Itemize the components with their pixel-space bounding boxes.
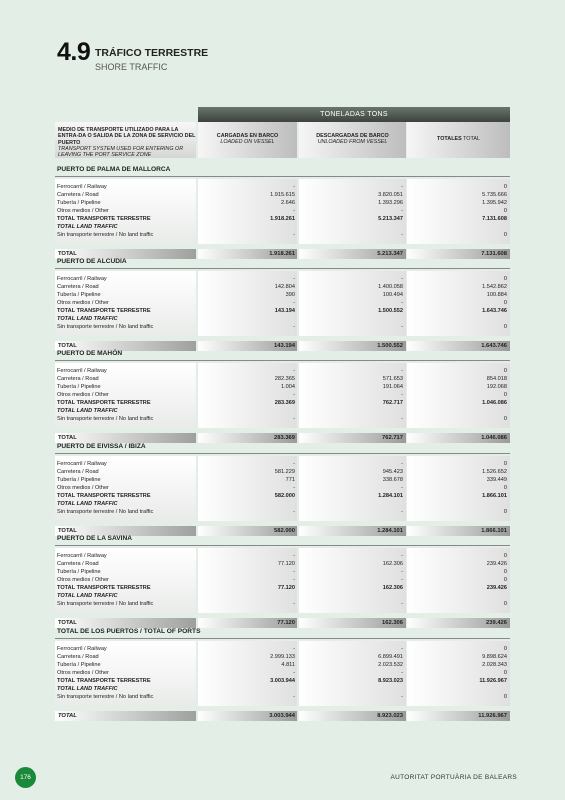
port-data-panel [55, 271, 510, 336]
unloaded-value: - [401, 694, 403, 700]
total-total: 11.926.967 [478, 713, 507, 719]
total-value: 0 [503, 485, 507, 491]
loaded-value: - [293, 392, 295, 398]
table-row [55, 391, 510, 399]
table-row [55, 669, 510, 677]
table-row [55, 231, 510, 239]
row-label: Tubería / Pipeline [57, 292, 101, 298]
port-data-panel [55, 179, 510, 244]
port-data-panel [55, 456, 510, 521]
column-header-transport-en: TRANSPORT SYSTEM USED FOR ENTERING OR LEAVING THE PORT SERVICE ZONE [58, 145, 184, 159]
table-row [55, 199, 510, 207]
unloaded-value: - [401, 646, 403, 652]
tons-label: TONELADAS [320, 111, 366, 118]
table-row [55, 677, 510, 685]
row-label: TOTAL LAND TRAFFIC [57, 408, 118, 414]
total-value: 854.018 [486, 376, 507, 382]
page-number: 176 [15, 767, 36, 788]
unloaded-value: - [401, 324, 403, 330]
total-total: 239.426 [486, 620, 507, 626]
unloaded-value: 191.064 [382, 384, 403, 390]
loaded-value: - [293, 670, 295, 676]
section-number: 4.9 [57, 38, 91, 66]
loaded-value: - [293, 569, 295, 575]
unloaded-value: - [401, 300, 403, 306]
loaded-value: - [293, 461, 295, 467]
row-label: Tubería / Pipeline [57, 477, 101, 483]
column-header-transport [55, 122, 196, 158]
loaded-value: - [293, 416, 295, 422]
divider [55, 360, 510, 361]
row-label: Sin transporte terrestre / No land traffic [57, 509, 154, 515]
unloaded-value: - [401, 208, 403, 214]
table-row [55, 399, 510, 407]
total-unloaded: 8.923.023 [377, 713, 403, 719]
section-title: TRÁFICO TERRESTRE [95, 47, 209, 59]
port-title: PUERTO DE PALMA DE MALLORCA [57, 166, 171, 173]
row-label: TOTAL LAND TRAFFIC [57, 593, 118, 599]
total-value: 0 [503, 509, 507, 515]
loaded-value: - [293, 601, 295, 607]
port-title: PUERTO DE EIVISSA / IBIZA [57, 443, 146, 450]
table-row [55, 568, 510, 576]
table-row [55, 299, 510, 307]
table-row [55, 492, 510, 500]
total-value: 1.395.942 [482, 200, 507, 206]
total-unloaded: 1.284.101 [377, 528, 403, 534]
loaded-value: 2.999.133 [270, 654, 295, 660]
footer-organization: AUTORITAT PORTUÀRIA DE BALEARS [390, 774, 517, 781]
port-data-panel [55, 363, 510, 428]
table-row [55, 500, 510, 508]
row-label: Tubería / Pipeline [57, 200, 101, 206]
loaded-value: 582.000 [274, 493, 295, 499]
row-label: Carretera / Road [57, 192, 99, 198]
row-label: Tubería / Pipeline [57, 569, 101, 575]
total-value: 7.131.608 [482, 216, 507, 222]
divider [55, 268, 510, 269]
row-label: TOTAL LAND TRAFFIC [57, 316, 118, 322]
loaded-value: - [293, 276, 295, 282]
table-row [55, 460, 510, 468]
total-value: 9.898.624 [482, 654, 507, 660]
total-label: TOTAL [58, 251, 77, 257]
row-label: Tubería / Pipeline [57, 384, 101, 390]
row-label: Ferrocarril / Railway [57, 646, 107, 652]
total-unloaded: 5.213.347 [377, 251, 403, 257]
table-row [55, 560, 510, 568]
table-row [55, 415, 510, 423]
row-label: Carretera / Road [57, 654, 99, 660]
table-row [55, 484, 510, 492]
total-value: 0 [503, 208, 507, 214]
port-title: PUERTO DE LA SAVINA [57, 535, 132, 542]
table-row [55, 323, 510, 331]
total-value: 0 [503, 368, 507, 374]
port-total-row [55, 341, 510, 351]
table-row [55, 552, 510, 560]
total-value: 0 [503, 416, 507, 422]
total-total: 1.046.086 [481, 435, 507, 441]
unloaded-value: 338.678 [382, 477, 403, 483]
total-value: 239.426 [486, 585, 507, 591]
unloaded-value: - [401, 392, 403, 398]
unloaded-value: - [401, 601, 403, 607]
table-row [55, 275, 510, 283]
row-label: TOTAL TRANSPORTE TERRESTRE [57, 678, 151, 684]
loaded-value: 143.194 [274, 308, 295, 314]
unloaded-value: - [401, 577, 403, 583]
loaded-value: 77.120 [277, 561, 295, 567]
loaded-value: 283.369 [274, 400, 295, 406]
row-label: Ferrocarril / Railway [57, 368, 107, 374]
unloaded-value: 162.306 [382, 561, 403, 567]
loaded-value: 1.004 [281, 384, 295, 390]
table-row [55, 191, 510, 199]
loaded-value: 77.120 [277, 585, 295, 591]
unloaded-value: - [401, 553, 403, 559]
loaded-value: - [293, 553, 295, 559]
unloaded-value: 6.899.491 [378, 654, 403, 660]
total-label: TOTAL [58, 435, 77, 441]
loaded-value: - [293, 324, 295, 330]
loaded-value: 581.229 [274, 469, 295, 475]
total-value: 1.643.746 [482, 308, 507, 314]
table-row [55, 207, 510, 215]
table-row [55, 645, 510, 653]
table-row [55, 661, 510, 669]
table-row [55, 283, 510, 291]
column-header-total-es: TOTALES [437, 136, 462, 142]
unloaded-value: 762.717 [382, 400, 403, 406]
loaded-value: 1.918.261 [270, 216, 295, 222]
unloaded-value: - [401, 416, 403, 422]
unloaded-value: 1.284.101 [378, 493, 403, 499]
loaded-value: - [293, 577, 295, 583]
total-value: 100.884 [486, 292, 507, 298]
loaded-value: - [293, 694, 295, 700]
row-label: Ferrocarril / Railway [57, 184, 107, 190]
table-row [55, 383, 510, 391]
loaded-value: - [293, 300, 295, 306]
column-header-unloaded-es: DESCARGADAS DE BARCO [316, 133, 389, 139]
table-row [55, 307, 510, 315]
unloaded-value: - [401, 368, 403, 374]
row-label: TOTAL TRANSPORTE TERRESTRE [57, 493, 151, 499]
unloaded-value: 571.653 [382, 376, 403, 382]
tons-label-en: TONS [367, 111, 388, 118]
row-label: TOTAL LAND TRAFFIC [57, 686, 118, 692]
total-value: 2.028.343 [482, 662, 507, 668]
total-total: 1.866.101 [481, 528, 507, 534]
loaded-value: - [293, 208, 295, 214]
row-label: Otros medios / Other [57, 577, 109, 583]
total-value: 1.046.086 [482, 400, 507, 406]
total-value: 11.926.967 [479, 678, 507, 684]
port-data-panel [55, 641, 510, 706]
section-subtitle: SHORE TRAFFIC [95, 62, 168, 72]
row-label: Ferrocarril / Railway [57, 553, 107, 559]
column-header-loaded [198, 122, 297, 158]
unloaded-value: - [401, 461, 403, 467]
total-label: TOTAL [58, 343, 77, 349]
unloaded-value: 3.820.051 [378, 192, 403, 198]
total-unloaded: 162.306 [382, 620, 403, 626]
unloaded-value: - [401, 276, 403, 282]
row-label: TOTAL TRANSPORTE TERRESTRE [57, 308, 151, 314]
table-row [55, 468, 510, 476]
table-row [55, 600, 510, 608]
loaded-value: - [293, 232, 295, 238]
unloaded-value: 100.494 [382, 292, 403, 298]
row-label: TOTAL LAND TRAFFIC [57, 501, 118, 507]
port-total-row [55, 618, 510, 628]
row-label: Sin transporte terrestre / No land traffic [57, 601, 154, 607]
total-label: TOTAL [58, 528, 77, 534]
loaded-value: - [293, 184, 295, 190]
total-value: 1.542.862 [482, 284, 507, 290]
table-row [55, 693, 510, 701]
loaded-value: 390 [285, 292, 295, 298]
loaded-value: 1.915.615 [270, 192, 295, 198]
table-row [55, 367, 510, 375]
unloaded-value: 945.423 [382, 469, 403, 475]
total-loaded: 77.120 [277, 620, 295, 626]
total-label: TOTAL [58, 620, 77, 626]
total-value: 0 [503, 184, 507, 190]
total-value: 0 [503, 694, 507, 700]
table-row [55, 508, 510, 516]
total-unloaded: 762.717 [382, 435, 403, 441]
table-row [55, 215, 510, 223]
row-label: TOTAL TRANSPORTE TERRESTRE [57, 400, 151, 406]
port-title: TOTAL DE LOS PUERTOS / TOTAL OF PORTS [57, 628, 201, 635]
column-header-loaded-es: CARGADAS EN BARCO [216, 133, 279, 139]
row-label: Carretera / Road [57, 284, 99, 290]
port-total-row [55, 433, 510, 443]
unloaded-value: 2.023.532 [378, 662, 403, 668]
total-value: 0 [503, 569, 507, 575]
port-title: PUERTO DE ALCUDIA [57, 258, 127, 265]
column-header-total-en: TOTAL [463, 136, 480, 142]
row-label: Sin transporte terrestre / No land traffic [57, 416, 154, 422]
port-title: PUERTO DE MAHÓN [57, 350, 123, 357]
unloaded-value: 162.306 [382, 585, 403, 591]
port-total-row [55, 711, 510, 721]
total-total: 7.131.608 [481, 251, 507, 257]
total-value: 0 [503, 553, 507, 559]
loaded-value: 282.365 [274, 376, 295, 382]
total-value: 0 [503, 646, 507, 652]
loaded-value: 142.804 [274, 284, 295, 290]
row-label: Otros medios / Other [57, 300, 109, 306]
row-label: Carretera / Road [57, 376, 99, 382]
column-header-transport-es: MEDIO DE TRANSPORTE UTILIZADO PARA LA ENTRA-DA O SALIDA DE LA ZONA DE SERVICIO DEL PUERTO [58, 127, 196, 146]
column-header-total [407, 122, 510, 158]
row-label: Otros medios / Other [57, 670, 109, 676]
unloaded-value: - [401, 670, 403, 676]
row-label: Sin transporte terrestre / No land traffic [57, 232, 154, 238]
unloaded-value: - [401, 232, 403, 238]
column-header-unloaded-en: UNLOADED FROM VESSEL [317, 139, 388, 146]
unloaded-value: 1.393.296 [378, 200, 403, 206]
column-header-loaded-en: LOADED ON VESSEL [220, 139, 275, 146]
table-row [55, 685, 510, 693]
total-loaded: 582.000 [274, 528, 295, 534]
row-label: Otros medios / Other [57, 208, 109, 214]
divider [55, 545, 510, 546]
total-loaded: 3.003.944 [269, 713, 295, 719]
total-value: 192.068 [486, 384, 507, 390]
table-row [55, 183, 510, 191]
total-value: 0 [503, 461, 507, 467]
total-label: TOTAL [58, 713, 77, 719]
row-label: TOTAL LAND TRAFFIC [57, 224, 118, 230]
table-row [55, 375, 510, 383]
total-loaded: 143.194 [274, 343, 295, 349]
tons-header [198, 107, 510, 122]
total-value: 0 [503, 324, 507, 330]
total-loaded: 1.918.261 [269, 251, 295, 257]
row-label: Sin transporte terrestre / No land traffic [57, 324, 154, 330]
total-value: 0 [503, 232, 507, 238]
total-value: 339.449 [486, 477, 507, 483]
row-label: Ferrocarril / Railway [57, 461, 107, 467]
section-header [57, 38, 209, 72]
divider [55, 176, 510, 177]
total-value: 0 [503, 392, 507, 398]
table-row [55, 291, 510, 299]
unloaded-value: 1.500.552 [378, 308, 403, 314]
loaded-value: - [293, 646, 295, 652]
row-label: TOTAL TRANSPORTE TERRESTRE [57, 585, 151, 591]
total-loaded: 283.369 [274, 435, 295, 441]
table-row [55, 223, 510, 231]
table-row [55, 315, 510, 323]
row-label: Otros medios / Other [57, 485, 109, 491]
total-value: 0 [503, 300, 507, 306]
row-label: Tubería / Pipeline [57, 662, 101, 668]
table-row [55, 476, 510, 484]
row-label: Sin transporte terrestre / No land traffic [57, 694, 154, 700]
total-value: 0 [503, 670, 507, 676]
loaded-value: - [293, 368, 295, 374]
unloaded-value: - [401, 569, 403, 575]
total-value: 1.866.101 [482, 493, 507, 499]
total-total: 1.643.746 [481, 343, 507, 349]
total-value: 5.735.666 [482, 192, 507, 198]
table-row [55, 653, 510, 661]
divider [55, 638, 510, 639]
unloaded-value: 5.213.347 [378, 216, 403, 222]
unloaded-value: 1.400.058 [378, 284, 403, 290]
table-row [55, 584, 510, 592]
port-data-panel [55, 548, 510, 613]
unloaded-value: - [401, 485, 403, 491]
loaded-value: - [293, 485, 295, 491]
total-value: 0 [503, 601, 507, 607]
loaded-value: - [293, 509, 295, 515]
unloaded-value: - [401, 184, 403, 190]
row-label: Carretera / Road [57, 469, 99, 475]
unloaded-value: 8.923.023 [378, 678, 403, 684]
total-unloaded: 1.500.552 [377, 343, 403, 349]
row-label: Ferrocarril / Railway [57, 276, 107, 282]
total-value: 239.426 [486, 561, 507, 567]
total-value: 1.526.652 [482, 469, 507, 475]
total-value: 0 [503, 276, 507, 282]
row-label: Carretera / Road [57, 561, 99, 567]
table-row [55, 592, 510, 600]
column-header-unloaded [299, 122, 406, 158]
loaded-value: 2.646 [281, 200, 295, 206]
divider [55, 453, 510, 454]
loaded-value: 771 [285, 477, 295, 483]
table-row [55, 407, 510, 415]
loaded-value: 4.811 [281, 662, 295, 668]
table-row [55, 576, 510, 584]
loaded-value: 3.003.944 [270, 678, 295, 684]
unloaded-value: - [401, 509, 403, 515]
row-label: TOTAL TRANSPORTE TERRESTRE [57, 216, 151, 222]
row-label: Otros medios / Other [57, 392, 109, 398]
total-value: 0 [503, 577, 507, 583]
